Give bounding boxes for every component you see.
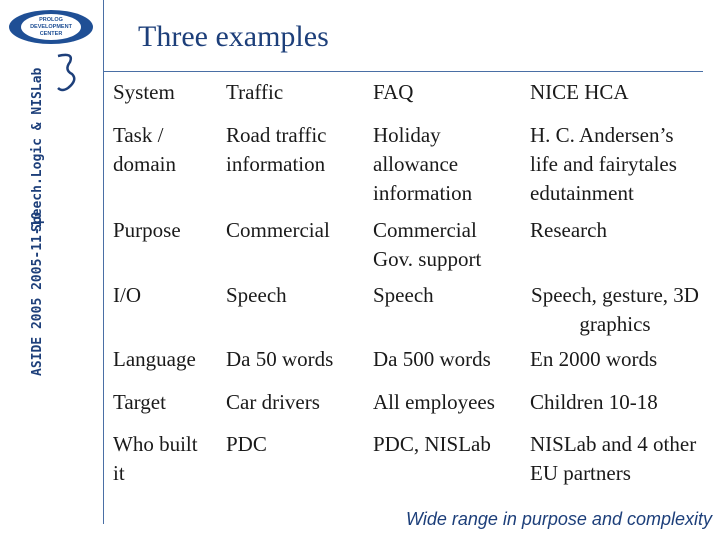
table-cell: FAQ xyxy=(373,80,414,104)
table-cell: PDC xyxy=(226,432,267,456)
table-cell: NICE HCA xyxy=(530,80,629,104)
row-header: Language xyxy=(113,347,196,371)
table-cell: Children 10-18 xyxy=(530,390,658,414)
table-cell: Da 500 words xyxy=(373,347,491,371)
table-cell: Road traffic information xyxy=(226,123,327,176)
table-cell: Commercial Gov. support xyxy=(373,218,482,271)
row-header: Target xyxy=(113,390,166,414)
table-row xyxy=(106,277,706,341)
table-cell: Research xyxy=(530,218,607,242)
footer-caption: Wide range in purpose and complexity xyxy=(405,509,712,529)
table-cell: Speech, gesture, 3D graphics xyxy=(531,283,699,336)
vertical-divider xyxy=(103,0,104,524)
table-row xyxy=(106,384,706,426)
logo-line-3: CENTER xyxy=(39,31,63,37)
sidebar-text-1: Speech.Logic & NISLab xyxy=(30,67,45,232)
table-row xyxy=(106,426,706,491)
logo-line-2: DEVELOPMENT xyxy=(30,24,72,30)
table-cell: Speech xyxy=(373,283,434,307)
table-cell: Car drivers xyxy=(226,390,320,414)
table-cell: Traffic xyxy=(226,80,284,104)
logo-line-1: PROLOG xyxy=(39,17,63,23)
table-row xyxy=(106,74,706,117)
table-cell: En 2000 words xyxy=(530,347,658,371)
table-row xyxy=(106,212,706,277)
comparison-table xyxy=(106,74,706,491)
row-header: System xyxy=(113,80,175,104)
row-header: Who built it xyxy=(113,432,198,485)
row-header: Task / domain xyxy=(113,123,176,176)
table-cell: Holiday allowance information xyxy=(373,123,473,205)
sidebar-text-2: ASIDE 2005 2005-11-10 xyxy=(30,211,45,376)
table-cell: PDC, NISLab xyxy=(373,432,491,456)
table-row xyxy=(106,117,706,212)
table-cell: Da 50 words xyxy=(226,347,334,371)
table-cell: All employees xyxy=(373,390,495,414)
page-title: Three examples xyxy=(138,20,329,53)
table-row xyxy=(106,341,706,384)
table-cell: Speech xyxy=(226,283,287,307)
swirl-icon xyxy=(52,50,80,94)
table-cell: NISLab and 4 other EU partners xyxy=(530,432,697,485)
table-cell: Commercial xyxy=(226,218,330,242)
row-header: I/O xyxy=(113,283,141,307)
row-header: Purpose xyxy=(113,218,181,242)
title-divider xyxy=(103,71,703,72)
table-cell: H. C. Andersen’s life and fairytales edutainment xyxy=(530,123,677,205)
pdc-logo xyxy=(6,8,96,46)
